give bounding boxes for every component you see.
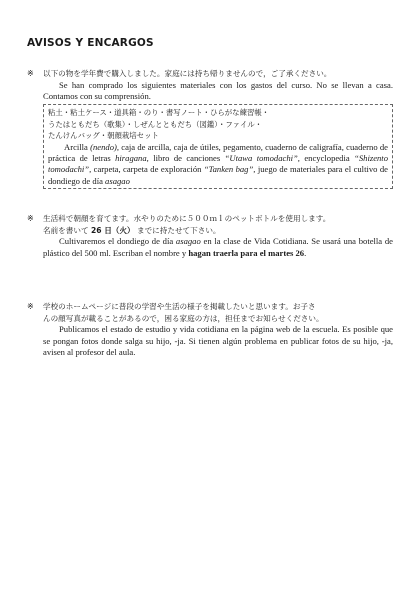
reference-mark-icon: ※ bbox=[27, 213, 34, 223]
notice-materials-es: Se han comprado los siguientes materiales con los gastos del curso. No se llevan a casa. Contamos con su comprensión. bbox=[43, 79, 393, 101]
notice-materials bbox=[27, 68, 393, 189]
materials-list-jp-line: 粘土・粘土ケース・道具箱・のり・書写ノート・ひらがな練習帳・ bbox=[48, 108, 270, 118]
reference-mark-icon: ※ bbox=[27, 301, 34, 311]
notice-asagao-jp-line2: 名前を書いて 26 日（火） までに持たせて下さい。 bbox=[43, 225, 221, 235]
notice-asagao-es: Cultivaremos el dondiego de día asagao en la clase de Vida Cotidiana. Se usará una botella de plástico del 500 ml. Escriban el nombre y hagan traerla para el martes 26. bbox=[43, 236, 393, 258]
notice-asagao-jp: 生活科で朝顔を育てます。水やりのために５００ｍｌのペットボトルを使用します。 bbox=[43, 214, 331, 223]
materials-list-es: Arcilla (nendo), caja de arcilla, caja de útiles, pegamento, cuaderno de caligrafía, cuaderno de práctica de letras hiragana, libro de canciones “Utawa tomodachi”, encyclopedia “Shizento tomodachi”, carpeta, carpeta de exploración “Tanken bag”, juego de materiales para el cultivo de dondiego de día asagao bbox=[48, 141, 389, 186]
notice-website-jp-line2: んの顔写真が載ることがあるので，困る家庭の方は，担任までお知らせください。 bbox=[43, 313, 324, 323]
materials-list-jp-line: たんけんバッグ・朝顔栽培セット bbox=[48, 131, 159, 141]
reference-mark-icon: ※ bbox=[27, 68, 34, 78]
page-title: AVISOS Y ENCARGOS bbox=[27, 37, 154, 49]
materials-list-box bbox=[43, 104, 393, 189]
notice-materials-jp: 以下の物を学年費で購入しました。家庭には持ち帰りませんので，ご了承ください。 bbox=[43, 69, 332, 78]
notice-website-jp: 学校のホームページに普段の学習や生活の様子を掲載したいと思います。お子さ bbox=[43, 302, 316, 311]
materials-list-jp-line: うたはともだち（歌集）・しぜんとともだち（図鑑）・ファイル・ bbox=[48, 119, 263, 129]
notice-asagao-bottle bbox=[27, 213, 393, 259]
notice-website-photos bbox=[27, 301, 393, 358]
notice-website-es: Publicamos el estado de estudio y vida cotidiana en la página web de la escuela. Es posible que se pongan fotos donde salga su hijo, -ja. Si tienen algún problema en publicar fotos de su hijo, -ja, avisen al profesor del aula. bbox=[43, 324, 393, 357]
